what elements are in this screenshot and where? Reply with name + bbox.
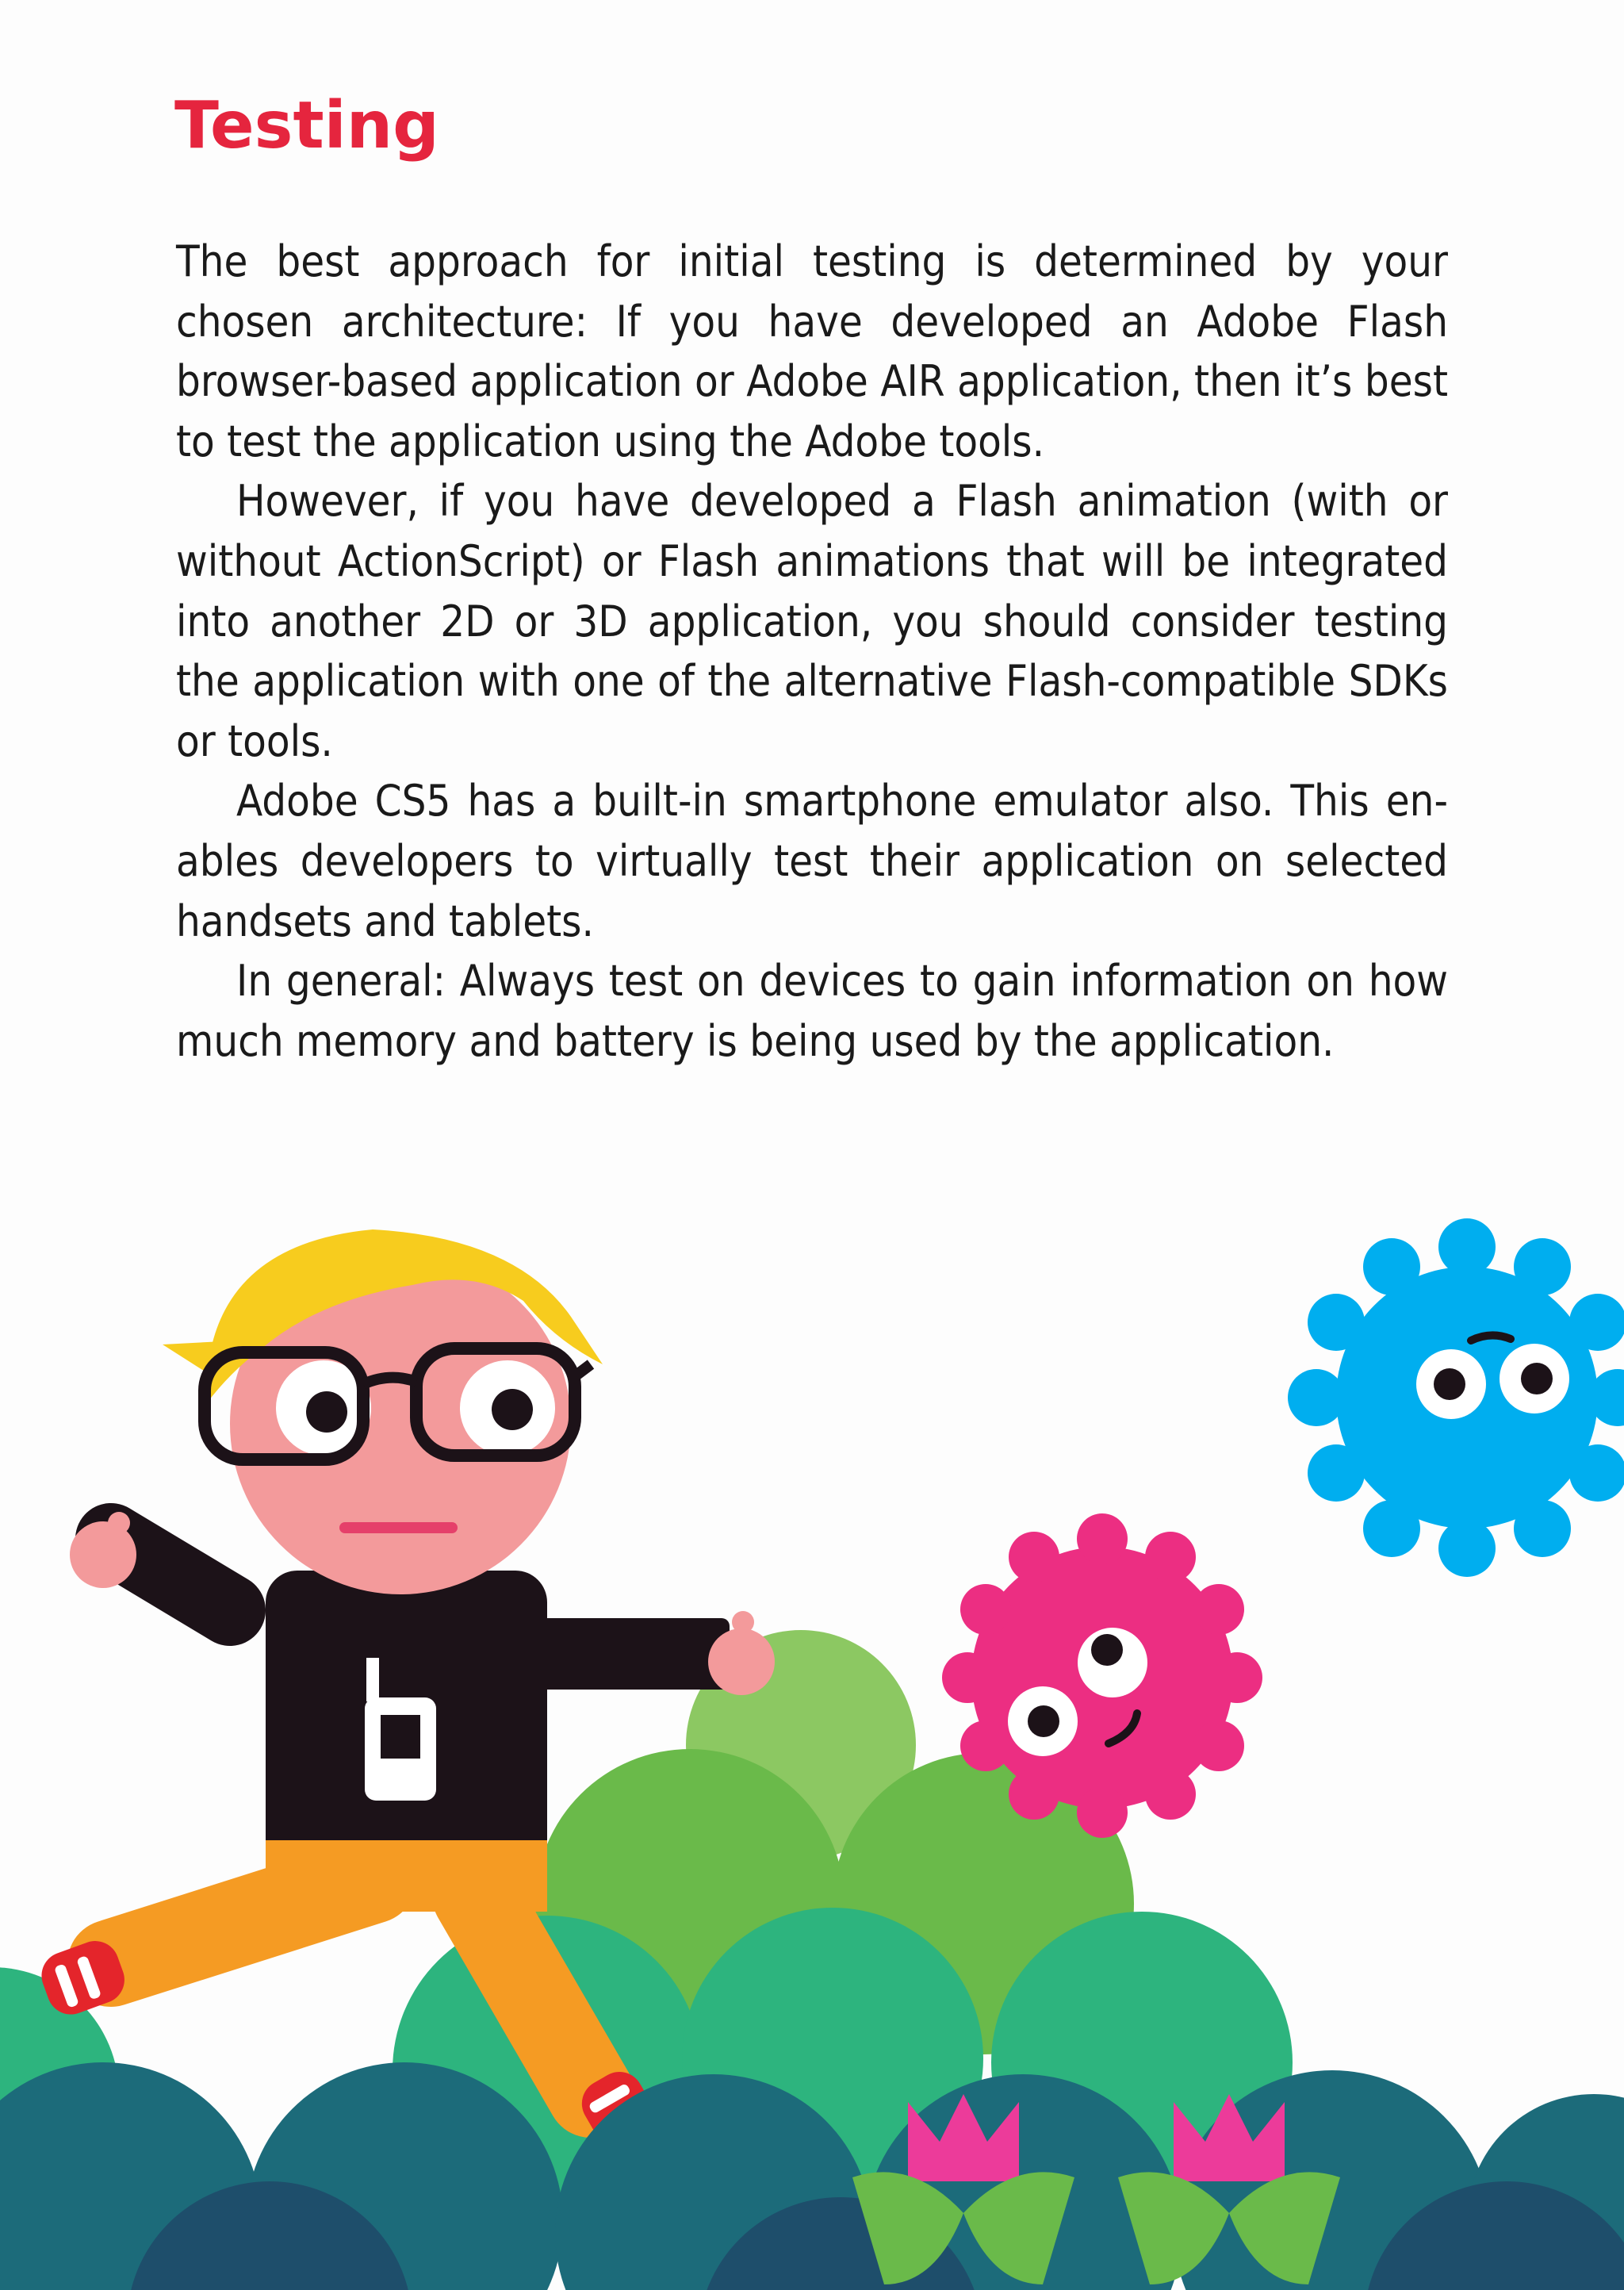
blue-monster — [1288, 1218, 1624, 1577]
page-heading: Testing — [174, 88, 439, 163]
paragraph-1: The best approach for initial testing is determined by your chosen architecture: If you have developed an Adobe Flash browser-based application or Adobe AIR application, then it’s best to test the application using the Adobe tools. — [176, 236, 1448, 466]
paragraph-3: Adobe CS5 has a built-in smartphone emulator also. This enables developers to virtually test their application on selected handsets and tablets. — [176, 776, 1448, 946]
body-text — [176, 232, 1448, 1071]
paragraph-4: In general: Always test on devices to gain information on how much memory and battery is being used by the application. — [176, 956, 1448, 1066]
cartoon-illustration — [0, 1142, 1624, 2290]
paragraph-2: However, if you have developed a Flash animation (with or without ActionScript) or Flash animations that will be integrated into another 2D or 3D application, you should consider testing the application with one of the alternative Flash-compatible SDKs or tools. — [176, 476, 1448, 766]
